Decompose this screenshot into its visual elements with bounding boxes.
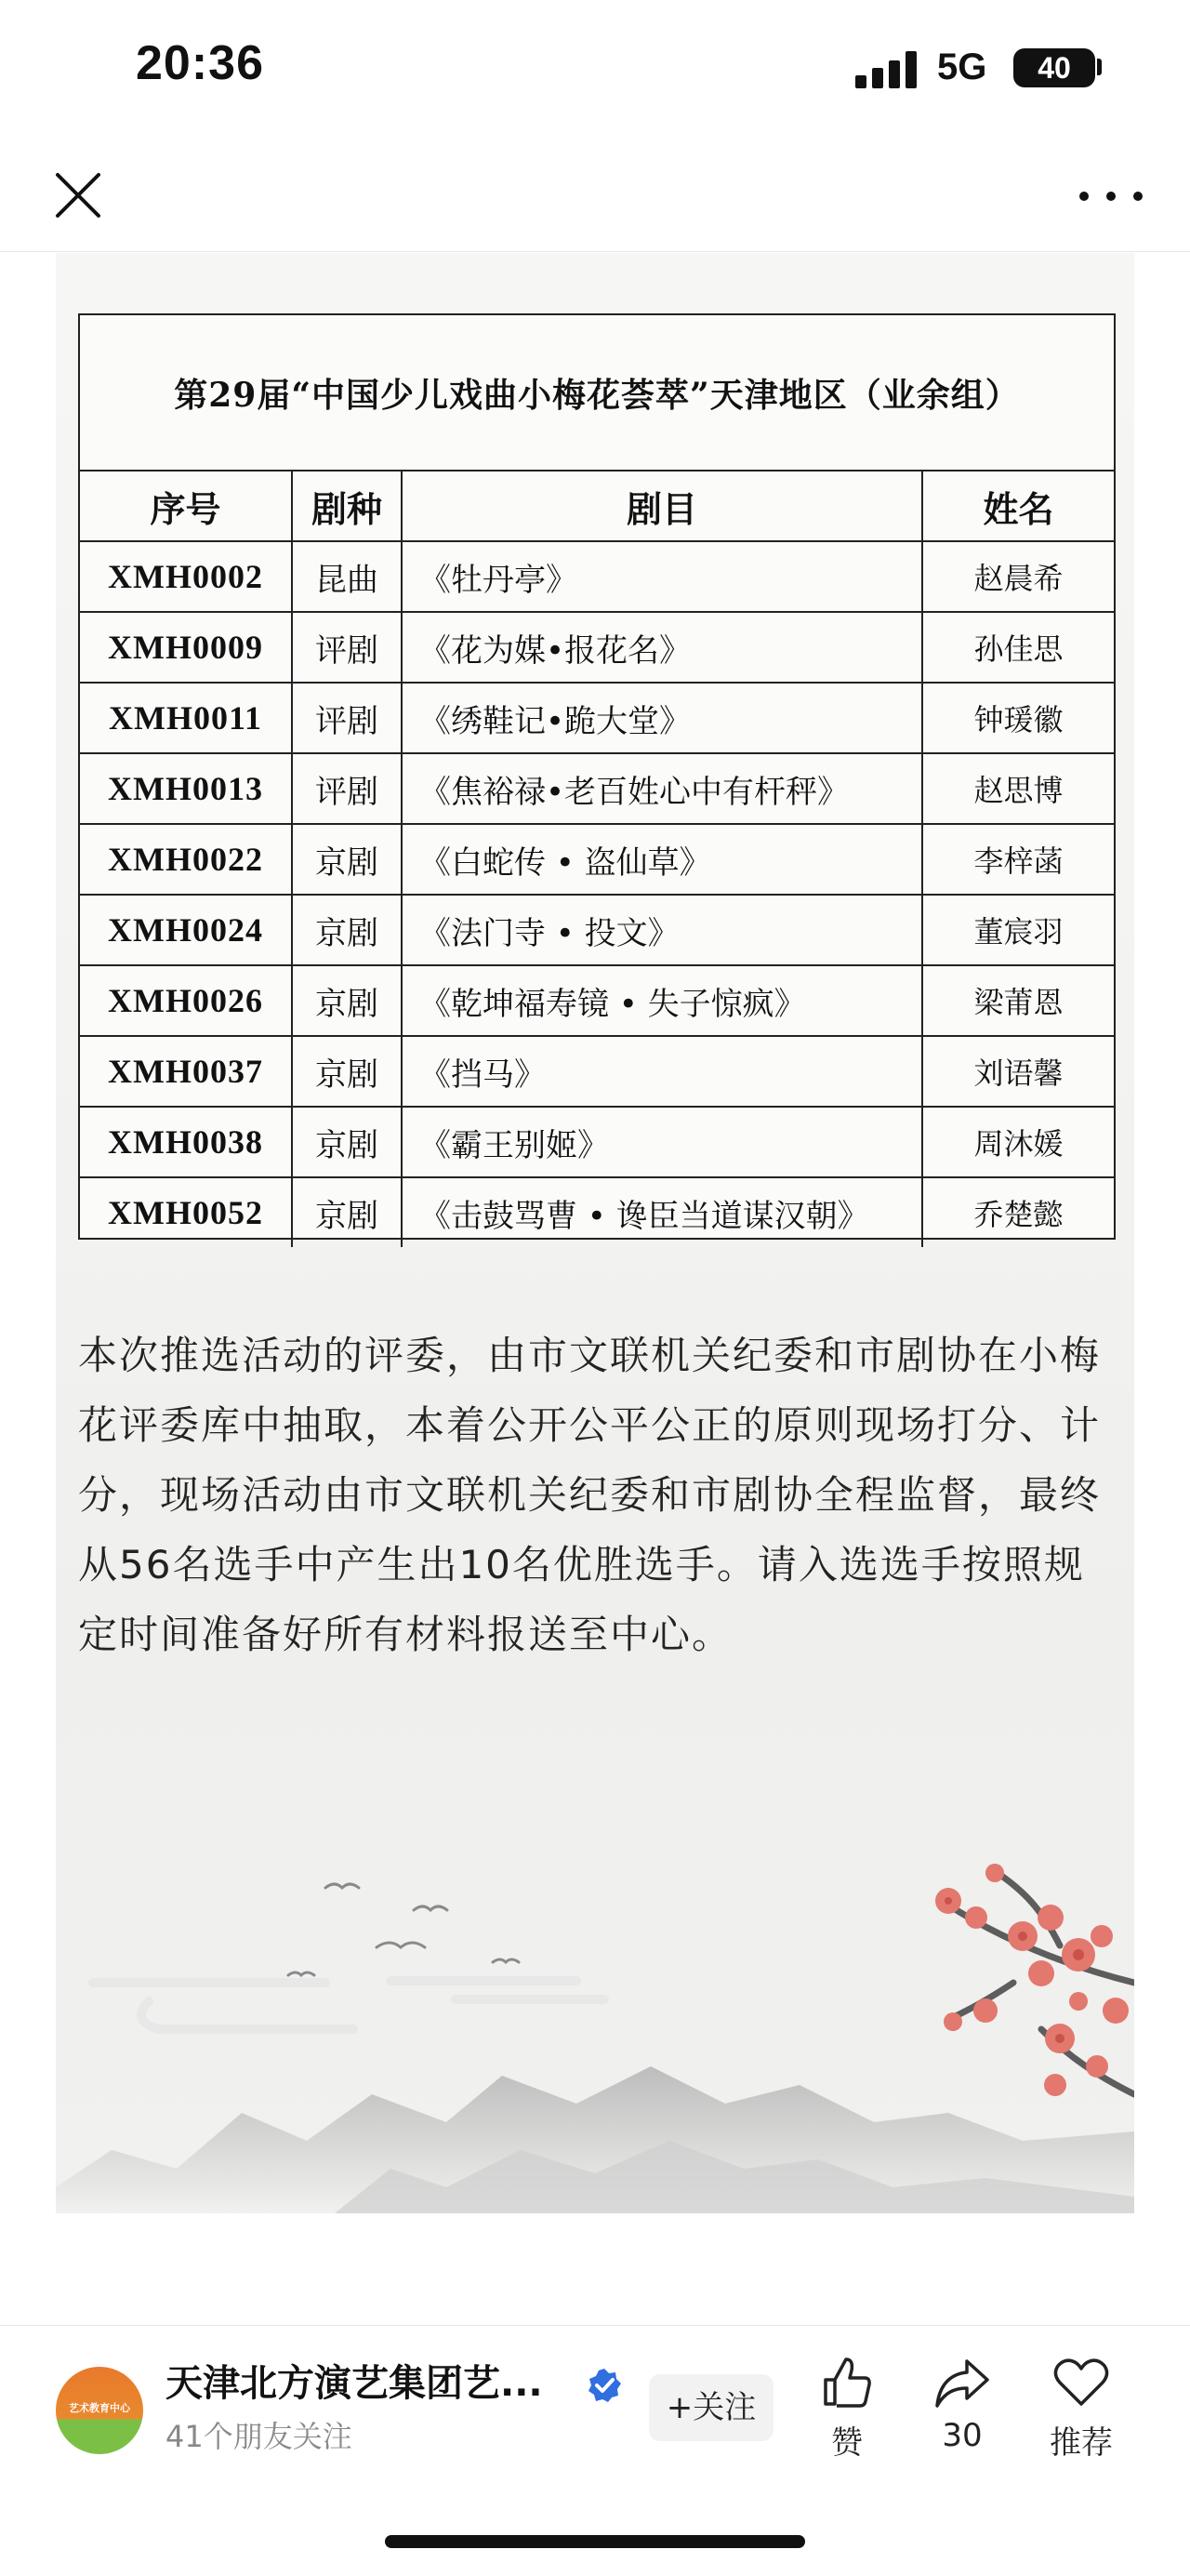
status-bar: [0, 0, 1190, 139]
cell-code: XMH0026: [80, 965, 292, 1036]
nav-bar: [0, 139, 1190, 252]
plum-branch-icon: [935, 1864, 1134, 2096]
more-icon[interactable]: [1078, 191, 1144, 202]
header-name: 姓名: [922, 471, 1114, 541]
cell-name: 李梓菡: [922, 824, 1114, 895]
home-indicator[interactable]: [385, 2535, 805, 2548]
cell-name: 董宸羽: [922, 895, 1114, 965]
table-row: [80, 1036, 1114, 1107]
table-row: [80, 683, 1114, 753]
cell-play: 《绣鞋记•跪大堂》: [402, 683, 922, 753]
follow-button[interactable]: +关注: [649, 2374, 774, 2441]
cell-code: XMH0024: [80, 895, 292, 965]
cell-genre: 京剧: [292, 1036, 402, 1107]
cell-play: 《白蛇传 • 盗仙草》: [402, 824, 922, 895]
cell-play: 《霸王别姬》: [402, 1107, 922, 1177]
birds-icon: [288, 1884, 519, 1975]
share-icon: [933, 2354, 991, 2411]
cell-play: 《击鼓骂曹 • 谗臣当道谋汉朝》: [402, 1177, 922, 1247]
table-row: [80, 753, 1114, 824]
account-name[interactable]: 天津北方演艺集团艺...: [165, 2362, 543, 2405]
cell-play: 《花为媒•报花名》: [402, 612, 922, 683]
cell-name: 赵晨希: [922, 541, 1114, 612]
battery-tip: [1097, 59, 1102, 75]
status-time: 20:36: [136, 36, 264, 90]
cell-genre: 昆曲: [292, 541, 402, 612]
cell-name: 赵思博: [922, 753, 1114, 824]
friends-following-count: 41个朋友关注: [165, 2419, 352, 2454]
cloud-swirl-icon: [93, 1981, 604, 2029]
cell-name: 乔楚懿: [922, 1177, 1114, 1247]
cell-genre: 评剧: [292, 612, 402, 683]
cell-code: XMH0013: [80, 753, 292, 824]
cell-name: 钟瑗徽: [922, 683, 1114, 753]
close-icon[interactable]: [50, 167, 106, 223]
verified-icon: [586, 2367, 623, 2404]
battery-icon: 40: [1013, 48, 1095, 87]
network-type: 5G: [937, 46, 987, 87]
account-avatar[interactable]: [56, 2367, 143, 2454]
table-row: [80, 1107, 1114, 1177]
cell-genre: 京剧: [292, 895, 402, 965]
cell-play: 《焦裕禄•老百姓心中有杆秤》: [402, 753, 922, 824]
table-row: [80, 965, 1114, 1036]
cell-code: XMH0038: [80, 1107, 292, 1177]
cell-code: XMH0052: [80, 1177, 292, 1247]
cell-genre: 京剧: [292, 965, 402, 1036]
cell-name: 梁莆恩: [922, 965, 1114, 1036]
cell-code: XMH0037: [80, 1036, 292, 1107]
cell-play: 《挡马》: [402, 1036, 922, 1107]
cell-genre: 京剧: [292, 1107, 402, 1177]
cell-code: XMH0002: [80, 541, 292, 612]
cell-genre: 京剧: [292, 1177, 402, 1247]
table-row: [80, 1177, 1114, 1247]
header-number: 序号: [80, 471, 292, 541]
table-title: 第29届“中国少儿戏曲小梅花荟萃”天津地区（业余组）: [80, 315, 1114, 471]
thumbs-up-icon: [818, 2354, 876, 2411]
cell-genre: 京剧: [292, 824, 402, 895]
cell-code: XMH0009: [80, 612, 292, 683]
cell-genre: 评剧: [292, 683, 402, 753]
cell-play: 《牡丹亭》: [402, 541, 922, 612]
recommend-button[interactable]: [1030, 2354, 1132, 2463]
cell-name: 周沐媛: [922, 1107, 1114, 1177]
article-card: [56, 253, 1134, 2213]
plum-blossom-landscape-illustration: [56, 1704, 1134, 2213]
results-table: [80, 471, 1114, 1247]
like-button[interactable]: [796, 2354, 898, 2463]
header-genre: 剧种: [292, 471, 402, 541]
heart-icon: [1052, 2354, 1110, 2411]
table-row: [80, 895, 1114, 965]
table-header-row: [80, 471, 1114, 541]
header-play: 剧目: [402, 471, 922, 541]
announcement-paragraph: 本次推选活动的评委，由市文联机关纪委和市剧协在小梅花评委库中抽取，本着公开公平公正的原则现场打分、计分，现场活动由市文联机关纪委和市剧协全程监督，最终从56名选手中产生出10名优胜选手。请入选选手按照规定时间准备好所有材料报送至中心。: [78, 1333, 1102, 1657]
signal-icon: [855, 51, 922, 88]
cell-play: 《法门寺 • 投文》: [402, 895, 922, 965]
cell-code: XMH0022: [80, 824, 292, 895]
table-row: [80, 612, 1114, 683]
like-label: 赞: [831, 2424, 863, 2462]
cell-genre: 评剧: [292, 753, 402, 824]
share-count: 30: [942, 2417, 983, 2454]
table-row: [80, 541, 1114, 612]
winners-table: [78, 313, 1116, 1240]
table-row: [80, 824, 1114, 895]
cell-name: 刘语馨: [922, 1036, 1114, 1107]
share-button[interactable]: [911, 2354, 1013, 2454]
recommend-label: 推荐: [1050, 2424, 1113, 2462]
cell-name: 孙佳思: [922, 612, 1114, 683]
avatar-text: 艺术教育中心: [69, 2402, 130, 2414]
cell-play: 《乾坤福寿镜 • 失子惊疯》: [402, 965, 922, 1036]
cell-code: XMH0011: [80, 683, 292, 753]
